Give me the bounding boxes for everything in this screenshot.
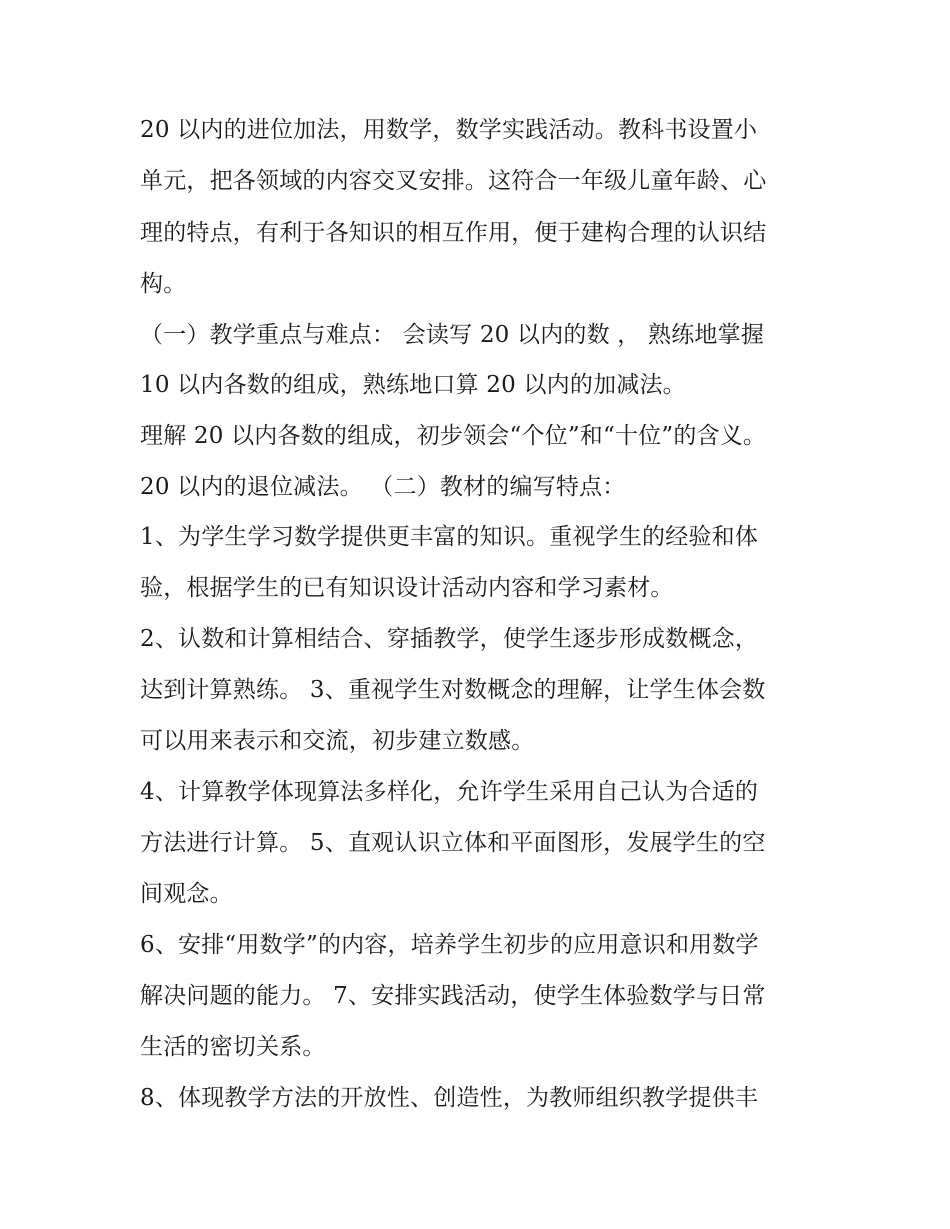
list-item-line: 1、为学生学习数学提供更丰富的知识。重视学生的经验和体 (140, 524, 759, 550)
list-item-line: 6、安排“用数学”的内容，培养学生初步的应用意识和用数学 (140, 932, 759, 958)
section-heading-line: （一）教学重点与难点： 会读写 20 以内的数 ， 熟练地掌握 (140, 322, 765, 348)
text-line: 10 以内各数的组成，熟练地口算 20 以内的加减法。 (140, 372, 686, 398)
list-item-line: 4、计算教学体现算法多样化，允许学生采用自己认为合适的 (140, 779, 759, 805)
text-line: 单元，把各领域的内容交叉安排。这符合一年级儿童年龄、心 (140, 168, 767, 194)
list-item-line: 2、认数和计算相结合、穿插教学，使学生逐步形成数概念， (140, 626, 759, 652)
text-line: 20 以内的退位减法。 （二）教材的编写特点： (140, 474, 626, 500)
text-line: 20 以内的进位加法，用数学，数学实践活动。教科书设置小 (140, 117, 758, 143)
text-line: 理解 20 以内各数的组成，初步领会“个位”和“十位”的含义。 (140, 423, 767, 449)
text-line: 构。 (140, 271, 187, 297)
text-line: 达到计算熟练。 3、重视学生对数概念的理解，让学生体会数 (140, 677, 766, 703)
text-line: 生活的密切关系。 (140, 1034, 326, 1060)
text-line: 解决问题的能力。 7、安排实践活动，使学生体验数学与日常 (140, 983, 766, 1009)
text-line: 方法进行计算。 5、直观认识立体和平面图形，发展学生的空 (140, 830, 766, 856)
text-line: 验，根据学生的已有知识设计活动内容和学习素材。 (140, 575, 674, 601)
text-line: 理的特点，有利于各知识的相互作用，便于建构合理的认识结 (140, 220, 767, 246)
list-item-line: 8、体现教学方法的开放性、创造性，为教师组织教学提供丰 (140, 1085, 759, 1111)
text-line: 间观念。 (140, 881, 233, 907)
text-line: 可以用来表示和交流，初步建立数感。 (140, 728, 535, 754)
